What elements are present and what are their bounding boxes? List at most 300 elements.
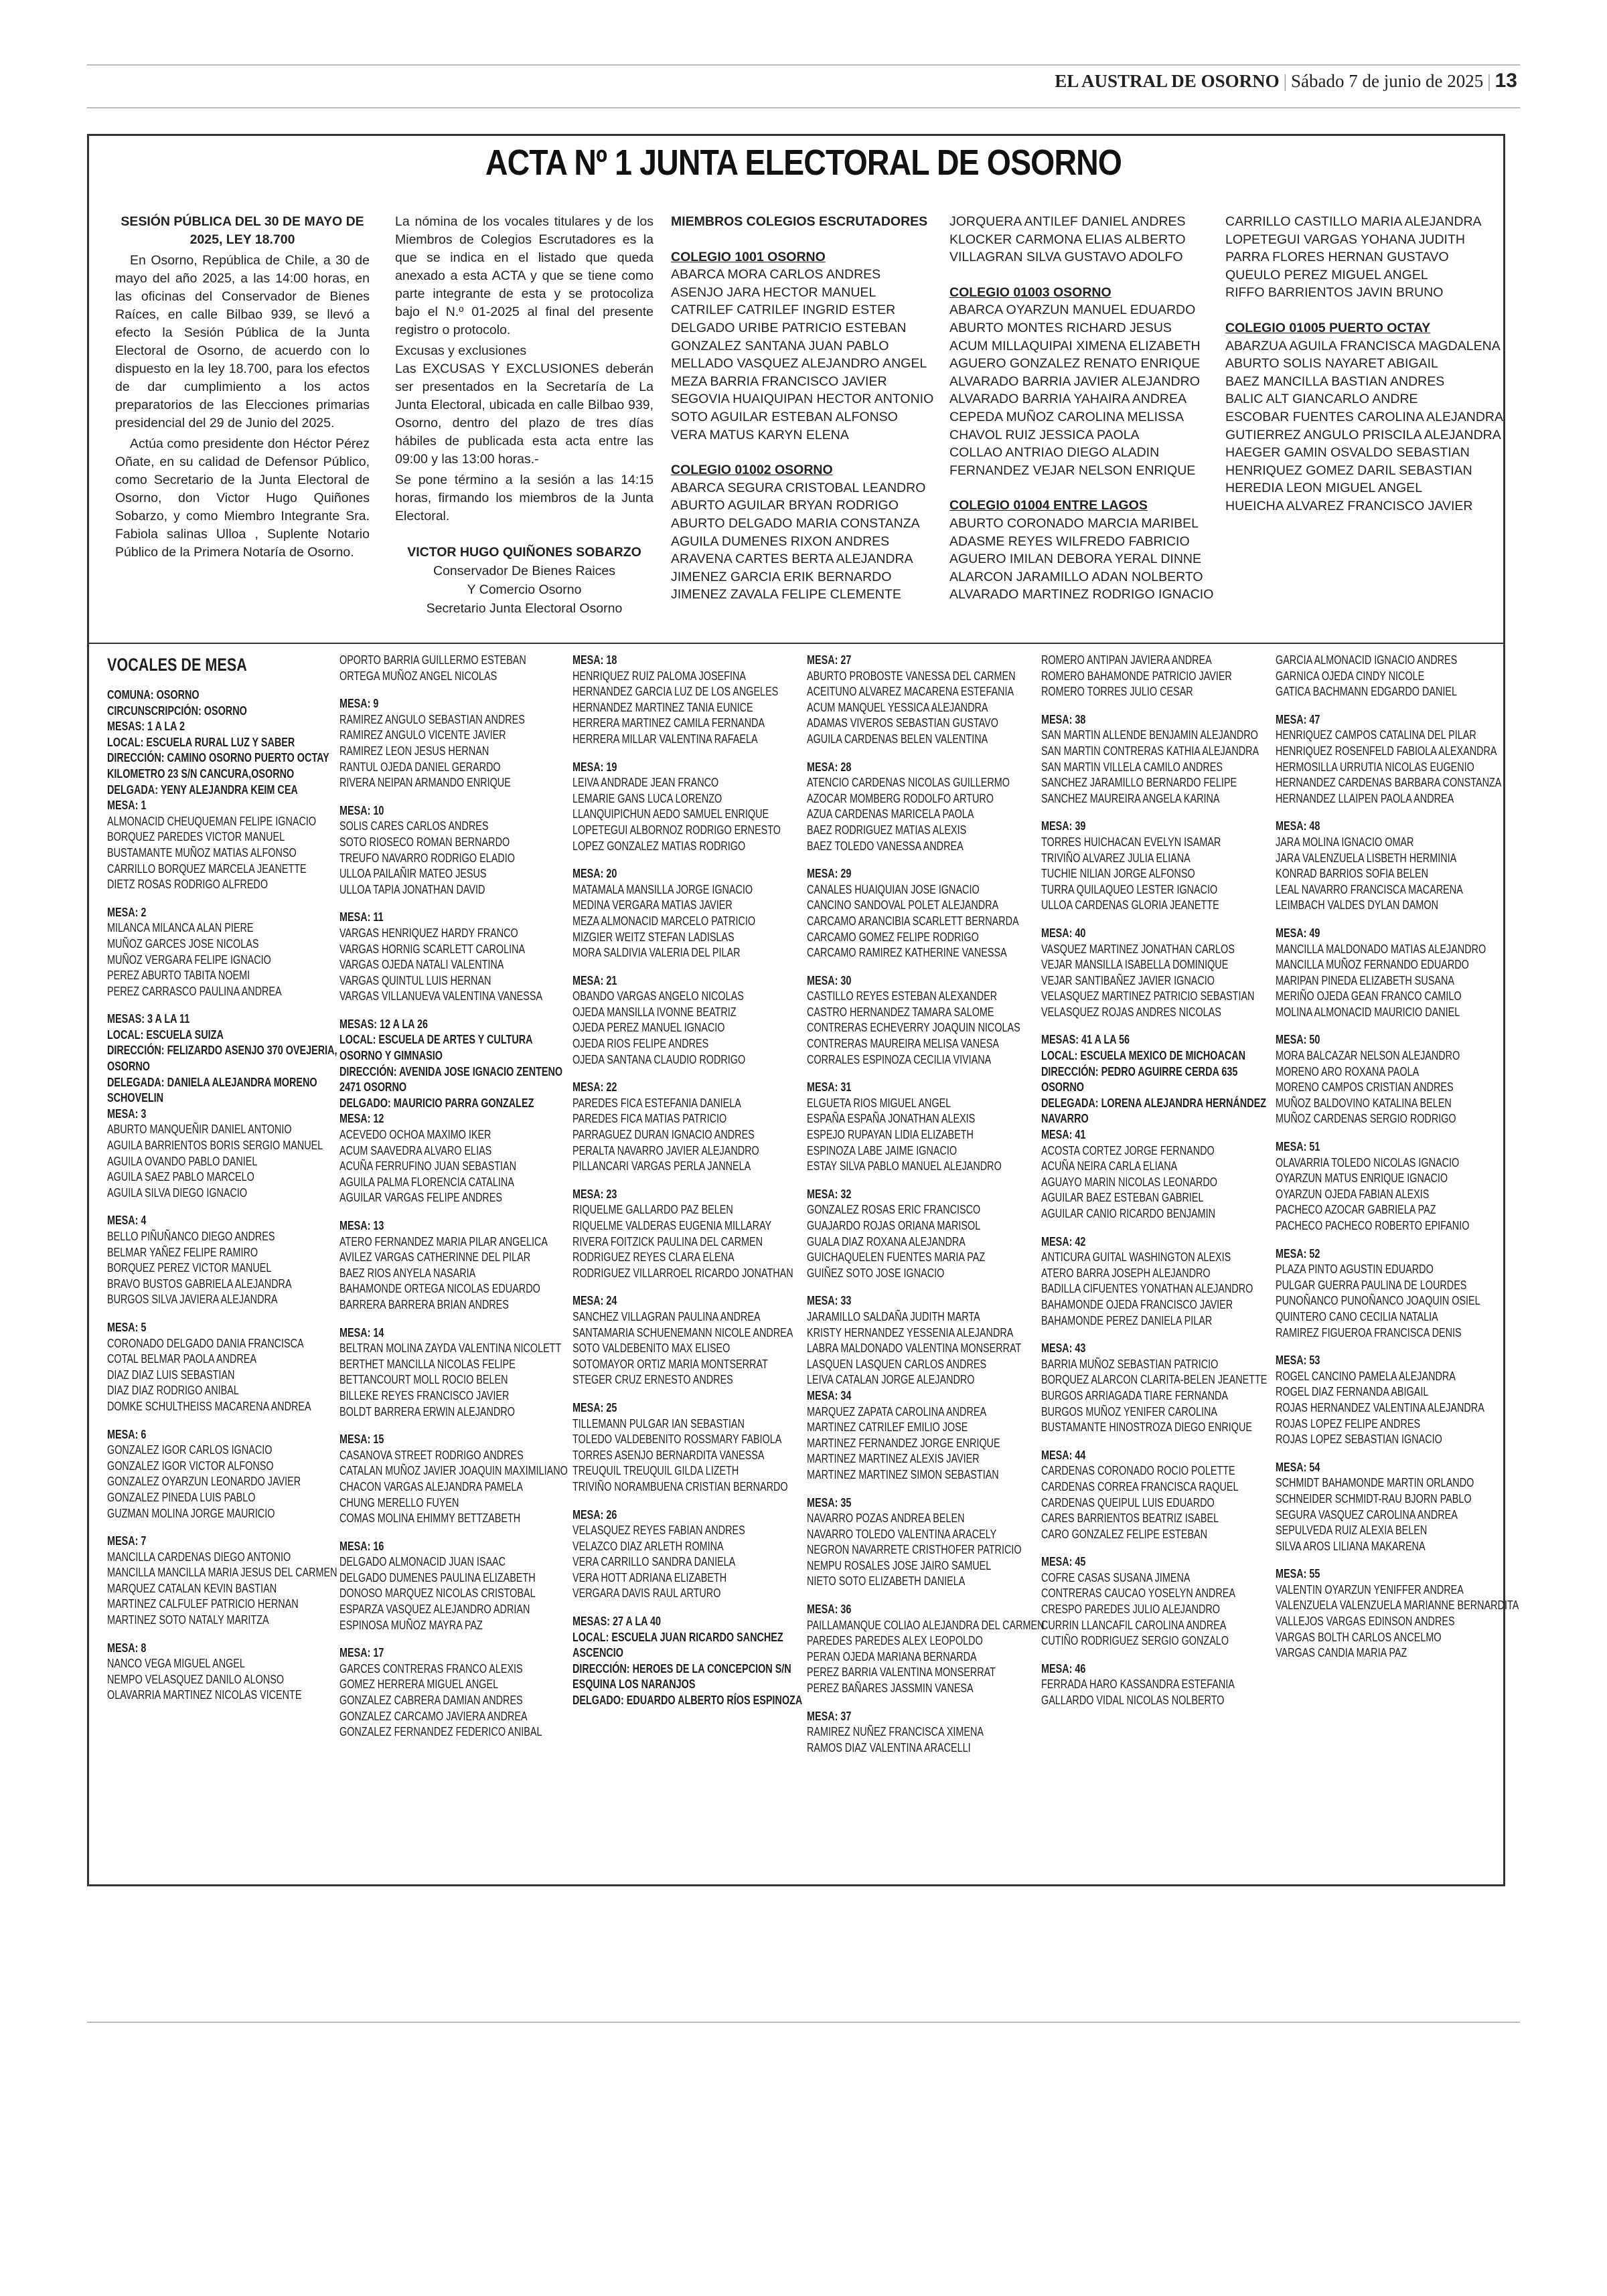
name-line: PEREZ CARRASCO PAULINA ANDREA — [107, 984, 282, 998]
name-line: ANTICURA GUITAL WASHINGTON ALEXIS — [1041, 1250, 1231, 1264]
vocales-column-2 — [339, 653, 568, 1740]
sesion-paragraph: Las EXCUSAS Y EXCLUSIONES deberán ser presentados en la Secretaría de La Junta Electoral, ubicada en calle Bilbao 939, Osorno, dentro del plazo de tres días hábiles de publicada esta acta entre las 09:00 y las 13:00 horas.- — [395, 361, 654, 467]
name-line: ABARCA SEGURA CRISTOBAL LEANDRO — [671, 480, 926, 495]
mesa-heading: MESA: 36 — [807, 1603, 852, 1617]
name-line: HAEGER GAMIN OSVALDO SEBASTIAN — [1225, 445, 1470, 461]
name-line: GONZALEZ CARCAMO JAVIERA ANDREA — [339, 1709, 528, 1723]
name-line: ROJAS HERNANDEZ VALENTINA ALEJANDRA — [1276, 1400, 1484, 1414]
name-line: RIQUELME GALLARDO PAZ BELEN — [572, 1203, 733, 1217]
info-line: MESA: 34 — [807, 1388, 852, 1402]
name-line: CHUNG MERELLO FUYEN — [339, 1495, 459, 1509]
spacer — [949, 266, 1217, 284]
name-line: PAREDES PAREDES ALEX LEOPOLDO — [807, 1634, 983, 1648]
name-line: MORA BALCAZAR NELSON ALEJANDRO — [1276, 1049, 1460, 1063]
vocales-column-3 — [572, 653, 803, 1709]
name-line: BELLO PIÑUÑANCO DIEGO ANDRES — [107, 1230, 275, 1243]
name-line: CARCAMO RAMIREZ KATHERINE VANESSA — [807, 946, 1007, 960]
info-line: DIRECCIÓN: HEROES DE LA CONCEPCION S/N ESQUINA LOS NARANJOS — [572, 1661, 791, 1692]
name-line: SCHNEIDER SCHMIDT-RAU BJORN PABLO — [1276, 1491, 1472, 1505]
mesa-heading: MESA: 6 — [107, 1427, 147, 1441]
colegio-heading: COLEGIO 01004 ENTRE LAGOS — [949, 498, 1148, 513]
name-line: DELGADO ALMONACID JUAN ISAAC — [339, 1555, 506, 1569]
mesa-heading: MESA: 43 — [1041, 1341, 1086, 1356]
name-line: BARRIA MUÑOZ SEBASTIAN PATRICIO — [1041, 1357, 1219, 1371]
name-line: ESPAÑA ESPAÑA JONATHAN ALEXIS — [807, 1112, 976, 1126]
mesa-heading: MESAS: 41 A LA 56 — [1041, 1033, 1130, 1047]
name-line: QUINTERO CANO CECILIA NATALIA — [1276, 1309, 1438, 1323]
info-line: LOCAL: ESCUELA SUIZA — [107, 1028, 224, 1042]
name-line: CASTRO HERNANDEZ TAMARA SALOME — [807, 1005, 994, 1019]
mesa-heading: MESA: 45 — [1041, 1555, 1086, 1569]
name-line: BALIC ALT GIANCARLO ANDRE — [1225, 392, 1418, 407]
name-line: VILLAGRAN SILVA GUSTAVO ADOLFO — [949, 250, 1183, 265]
name-line: AZUA CARDENAS MARICELA PAOLA — [807, 807, 974, 821]
name-line: CASTILLO REYES ESTEBAN ALEXANDER — [807, 989, 998, 1003]
top-rule — [87, 64, 1520, 66]
name-line: ABURTO MONTES RICHARD JESUS — [949, 320, 1172, 335]
name-line: ACUM MILLAQUIPAI XIMENA ELIZABETH — [949, 338, 1201, 353]
name-line: HENRIQUEZ GOMEZ DARIL SEBASTIAN — [1225, 463, 1472, 478]
name-line: CONTRERAS CAUCAO YOSELYN ANDREA — [1041, 1586, 1235, 1601]
info-line: MESA: 12 — [339, 1112, 384, 1126]
name-line: NEMPU ROSALES JOSE JAIRO SAMUEL — [807, 1558, 992, 1572]
name-line: MARTINEZ CALFULEF PATRICIO HERNAN — [107, 1597, 299, 1611]
vocales-column-4 — [807, 653, 1045, 1756]
name-line: ABARCA MORA CARLOS ANDRES — [671, 267, 881, 282]
name-line: ACEITUNO ALVAREZ MACARENA ESTEFANIA — [807, 685, 1014, 699]
name-line: CURRIN LLANCAFIL CAROLINA ANDREA — [1041, 1618, 1227, 1632]
name-line: NEMPO VELASQUEZ DANILO ALONSO — [107, 1672, 285, 1686]
name-line: HENRIQUEZ ROSENFELD FABIOLA ALEXANDRA — [1276, 744, 1497, 758]
name-line: OJEDA MANSILLA IVONNE BEATRIZ — [572, 1005, 737, 1019]
name-line: ADAMAS VIVEROS SEBASTIAN GUSTAVO — [807, 716, 998, 730]
spacer — [1225, 302, 1493, 319]
mesa-heading: MESA: 32 — [807, 1187, 852, 1201]
name-line: ULLOA CARDENAS GLORIA JEANETTE — [1041, 898, 1219, 912]
name-line: MARTINEZ MARTINEZ SIMON SEBASTIAN — [807, 1467, 999, 1481]
sesion-paragraph: Se pone término a la sesión a las 14:15 horas, firmando los miembros de la Junta Electoral. — [395, 473, 654, 523]
acta-title: ACTA Nº 1 JUNTA ELECTORAL DE OSORNO — [485, 143, 1122, 183]
section-title: VOCALES DE MESA — [107, 655, 247, 675]
info-line: LOCAL: ESCUELA RURAL LUZ Y SABER — [107, 735, 295, 749]
name-line: MANCILLA MALDONADO MATIAS ALEJANDRO — [1276, 942, 1486, 956]
name-line: PEREZ ABURTO TABITA NOEMI — [107, 969, 250, 983]
name-line: MARTINEZ MARTINEZ ALEXIS JAVIER — [807, 1452, 980, 1466]
name-line: ABARCA OYARZUN MANUEL EDUARDO — [949, 303, 1196, 318]
name-line: PLAZA PINTO AGUSTIN EDUARDO — [1276, 1262, 1434, 1277]
sesion-paragraph: La nómina de los vocales titulares y de los Miembros de Colegios Escrutadores es la que se indica en el listado que queda anexado a esta ACTA y que se tiene como parte integrante de esta y se protocoliza bajo el N.º 01-2025 al final del presente registro o protocolo. — [395, 214, 654, 337]
name-line: TILLEMANN PULGAR IAN SEBASTIAN — [572, 1416, 745, 1430]
name-line: ROGEL DIAZ FERNANDA ABIGAIL — [1276, 1385, 1429, 1399]
name-line: MANCILLA MANCILLA MARIA JESUS DEL CARMEN — [107, 1566, 337, 1580]
name-line: RAMIREZ ANGULO SEBASTIAN ANDRES — [339, 712, 525, 726]
name-line: ESPEJO RUPAYAN LIDIA ELIZABETH — [807, 1128, 974, 1142]
name-line: VASQUEZ MARTINEZ JONATHAN CARLOS — [1041, 942, 1235, 956]
name-line: ELGUETA RIOS MIGUEL ANGEL — [807, 1096, 951, 1110]
mesa-heading: MESA: 13 — [339, 1219, 384, 1232]
name-line: ROJAS LOPEZ FELIPE ANDRES — [1276, 1416, 1421, 1430]
mesa-heading: MESA: 24 — [572, 1294, 617, 1308]
name-line: ASENJO JARA HECTOR MANUEL — [671, 284, 876, 300]
name-line: ALVARADO BARRIA YAHAIRA ANDREA — [949, 392, 1187, 407]
name-line: MARTINEZ CATRILEF EMILIO JOSE — [807, 1420, 968, 1434]
page-header: EL AUSTRAL DE OSORNO | Sábado 7 de junio de 2025 | 13 — [1055, 70, 1517, 92]
mesa-heading: MESA: 30 — [807, 973, 852, 987]
colegio-heading: COLEGIO 1001 OSORNO — [671, 249, 826, 264]
vocales-column-6 — [1276, 653, 1519, 1661]
info-line: LOCAL: ESCUELA JUAN RICARDO SANCHEZ ASCENCIO — [572, 1630, 783, 1660]
spacer — [671, 444, 939, 461]
name-line: VARGAS HENRIQUEZ HARDY FRANCO — [339, 926, 518, 940]
name-line: AGUILAR BAEZ ESTEBAN GABRIEL — [1041, 1191, 1204, 1205]
name-line: ROMERO TORRES JULIO CESAR — [1041, 685, 1193, 699]
mesa-heading: MESA: 8 — [107, 1641, 147, 1655]
name-line: ACEVEDO OCHOA MAXIMO IKER — [339, 1128, 491, 1142]
page-number: 13 — [1495, 70, 1517, 92]
mesa-heading: MESA: 23 — [572, 1187, 617, 1201]
name-line: BARRERA BARRERA BRIAN ANDRES — [339, 1297, 509, 1311]
name-line: LOPETEGUI ALBORNOZ RODRIGO ERNESTO — [572, 823, 781, 837]
name-line: DOMKE SCHULTHEISS MACARENA ANDREA — [107, 1399, 311, 1413]
name-line: VELAZCO DIAZ ARLETH ROMINA — [572, 1539, 724, 1553]
name-line: TOLEDO VALDEBENITO ROSSMARY FABIOLA — [572, 1432, 782, 1447]
name-line: JARAMILLO SALDAÑA JUDITH MARTA — [807, 1309, 980, 1323]
name-line: NANCO VEGA MIGUEL ANGEL — [107, 1657, 245, 1671]
bottom-rule — [87, 2022, 1520, 2023]
name-line: VERA CARRILLO SANDRA DANIELA — [572, 1555, 736, 1569]
name-line: BAEZ TOLEDO VANESSA ANDREA — [807, 839, 964, 853]
name-line: ACUÑA NEIRA CARLA ELIANA — [1041, 1159, 1178, 1173]
name-line: OLAVARRIA TOLEDO NICOLAS IGNACIO — [1276, 1155, 1460, 1169]
name-line: HERNANDEZ LLAIPEN PAOLA ANDREA — [1276, 791, 1454, 805]
name-line: MILANCA MILANCA ALAN PIERE — [107, 921, 254, 935]
name-line: GARCIA ALMONACID IGNACIO ANDRES — [1276, 653, 1458, 667]
name-line: ULLOA TAPIA JONATHAN DAVID — [339, 882, 485, 896]
name-line: DIETZ ROSAS RODRIGO ALFREDO — [107, 878, 269, 892]
name-line: ROMERO ANTIPAN JAVIERA ANDREA — [1041, 653, 1212, 667]
mesa-heading: MESA: 19 — [572, 760, 617, 774]
name-line: CARCAMO GOMEZ FELIPE RODRIGO — [807, 930, 979, 944]
name-line: CARO GONZALEZ FELIPE ESTEBAN — [1041, 1527, 1208, 1541]
name-line: SOTO RIOSECO ROMAN BERNARDO — [339, 835, 510, 849]
name-line: ALMONACID CHEUQUEMAN FELIPE IGNACIO — [107, 814, 317, 828]
name-line: MARIPAN PINEDA ELIZABETH SUSANA — [1276, 973, 1454, 987]
name-line: BRAVO BUSTOS GABRIELA ALEJANDRA — [107, 1277, 292, 1291]
name-line: ESCOBAR FUENTES CAROLINA ALEJANDRA — [1225, 409, 1504, 424]
name-line: SEGOVIA HUAIQUIPAN HECTOR ANTONIO — [671, 392, 934, 407]
mesa-heading: MESA: 16 — [339, 1539, 384, 1553]
name-line: FERNANDEZ VEJAR NELSON ENRIQUE — [949, 463, 1196, 478]
name-line: LLANQUIPICHUN AEDO SAMUEL ENRIQUE — [572, 807, 769, 821]
name-line: CARCAMO ARANCIBIA SCARLETT BERNARDA — [807, 914, 1019, 928]
signer-title: Secretario Junta Electoral Osorno — [426, 601, 623, 616]
name-line: NAVARRO TOLEDO VALENTINA ARACELY — [807, 1527, 997, 1541]
list-heading: MIEMBROS COLEGIOS ESCRUTADORES — [671, 214, 928, 229]
name-line: TORRES ASENJO BERNARDITA VANESSA — [572, 1448, 765, 1462]
name-line: BAHAMONDE PEREZ DANIELA PILAR — [1041, 1313, 1213, 1327]
name-line: BURGOS ARRIAGADA TIARE FERNANDA — [1041, 1388, 1228, 1402]
name-line: PULGAR GUERRA PAULINA DE LOURDES — [1276, 1278, 1467, 1292]
mesa-heading: MESAS: 12 A LA 26 — [339, 1017, 429, 1031]
name-line: BOLDT BARRERA ERWIN ALEJANDRO — [339, 1404, 515, 1418]
name-line: PILLANCARI VARGAS PERLA JANNELA — [572, 1159, 751, 1173]
signature-block — [395, 543, 654, 618]
name-line: CONTRERAS MAUREIRA MELISA VANESA — [807, 1037, 1000, 1051]
name-line: SAN MARTIN VILLELA CAMILO ANDRES — [1041, 760, 1223, 774]
name-line: BELMAR YAÑEZ FELIPE RAMIRO — [107, 1245, 258, 1259]
mesa-heading: MESA: 37 — [807, 1709, 852, 1723]
name-line: MIZGIER WEITZ STEFAN LADISLAS — [572, 930, 735, 944]
name-line: SOTO AGUILAR ESTEBAN ALFONSO — [671, 409, 898, 424]
spacer — [671, 231, 939, 248]
name-line: TUCHIE NILIAN JORGE ALFONSO — [1041, 867, 1195, 881]
mesa-heading: MESA: 54 — [1276, 1460, 1320, 1474]
colegios-column-2 — [949, 213, 1217, 604]
name-line: MUÑOZ VERGARA FELIPE IGNACIO — [107, 953, 271, 967]
name-line: LEIVA CATALAN JORGE ALEJANDRO — [807, 1373, 975, 1387]
name-line: JIMENEZ GARCIA ERIK BERNARDO — [671, 569, 892, 584]
name-line: ATERO FERNANDEZ MARIA PILAR ANGELICA — [339, 1234, 548, 1248]
newspaper-name: EL AUSTRAL DE OSORNO — [1055, 71, 1280, 91]
name-line: RODRIGUEZ VILLARROEL RICARDO JONATHAN — [572, 1266, 793, 1280]
name-line: VELASQUEZ MARTINEZ PATRICIO SEBASTIAN — [1041, 989, 1255, 1003]
info-line: MESA: 27 — [807, 653, 852, 667]
name-line: BELTRAN MOLINA ZAYDA VALENTINA NICOLETT — [339, 1341, 562, 1356]
name-line: GALLARDO VIDAL NICOLAS NOLBERTO — [1041, 1694, 1225, 1708]
mesa-heading: MESA: 47 — [1276, 712, 1320, 726]
name-line: HERNANDEZ MARTINEZ TANIA EUNICE — [572, 700, 753, 714]
name-line: PARRAGUEZ DURAN IGNACIO ANDRES — [572, 1128, 755, 1142]
name-line: ABURTO AGUILAR BRYAN RODRIGO — [671, 498, 899, 513]
vocales-column-1 — [107, 653, 337, 1704]
name-line: ACUM MANQUEL YESSICA ALEJANDRA — [807, 700, 988, 714]
name-line: ATENCIO CARDENAS NICOLAS GUILLERMO — [807, 776, 1010, 790]
mesa-heading: MESA: 44 — [1041, 1448, 1086, 1462]
name-line: TURRA QUILAQUEO LESTER IGNACIO — [1041, 882, 1218, 896]
name-line: AGUERO GONZALEZ RENATO ENRIQUE — [949, 356, 1201, 372]
name-line: LEIMBACH VALDES DYLAN DAMON — [1276, 898, 1438, 912]
name-line: FERRADA HARO KASSANDRA ESTEFANIA — [1041, 1677, 1235, 1692]
mesa-heading: MESA: 2 — [107, 905, 147, 919]
name-line: HERRERA MARTINEZ CAMILA FERNANDA — [572, 716, 765, 730]
info-line: MESA: 18 — [572, 653, 617, 667]
name-line: PAREDES FICA ESTEFANIA DANIELA — [572, 1096, 741, 1110]
name-line: CORRALES ESPINOZA CECILIA VIVIANA — [807, 1052, 992, 1066]
sesion-paragraph: Excusas y exclusiones — [395, 343, 527, 358]
mesa-heading: MESA: 31 — [807, 1080, 852, 1094]
name-line: MARTINEZ FERNANDEZ JORGE ENRIQUE — [807, 1436, 1000, 1450]
name-line: MATAMALA MANSILLA JORGE IGNACIO — [572, 882, 753, 896]
name-line: COTAL BELMAR PAOLA ANDREA — [107, 1352, 257, 1366]
name-line: AZOCAR MOMBERG RODOLFO ARTURO — [807, 791, 994, 805]
name-line: ABURTO SOLIS NAYARET ABIGAIL — [1225, 356, 1438, 372]
sesion-column — [115, 213, 370, 564]
name-line: BAHAMONDE OJEDA FRANCISCO JAVIER — [1041, 1297, 1233, 1311]
name-line: AGUILA CARDENAS BELEN VALENTINA — [807, 732, 988, 746]
vocales-column-5 — [1041, 653, 1268, 1709]
name-line: MUÑOZ BALDOVINO KATALINA BELEN — [1276, 1096, 1452, 1110]
name-line: LOPEZ GONZALEZ MATIAS RODRIGO — [572, 839, 746, 853]
mesa-heading: MESAS: 3 A LA 11 — [107, 1012, 190, 1026]
name-line: RAMIREZ ANGULO VICENTE JAVIER — [339, 728, 506, 742]
info-line: DELGADO: MAURICIO PARRA GONZALEZ — [339, 1096, 534, 1110]
name-line: ALARCON JARAMILLO ADAN NOLBERTO — [949, 569, 1203, 584]
name-line: VELASQUEZ ROJAS ANDRES NICOLAS — [1041, 1005, 1221, 1019]
name-line: HENRIQUEZ RUIZ PALOMA JOSEFINA — [572, 669, 746, 683]
name-line: RAMIREZ FIGUEROA FRANCISCA DENIS — [1276, 1325, 1462, 1339]
name-line: GATICA BACHMANN EDGARDO DANIEL — [1276, 685, 1457, 699]
mesa-heading: MESA: 48 — [1276, 819, 1320, 833]
name-line: VARGAS BOLTH CARLOS ANCELMO — [1276, 1630, 1442, 1644]
mesa-heading: MESA: 26 — [572, 1507, 617, 1522]
name-line: PACHECO AZOCAR GABRIELA PAZ — [1276, 1203, 1436, 1217]
name-line: ATERO BARRA JOSEPH ALEJANDRO — [1041, 1266, 1211, 1280]
name-line: GONZALEZ IGOR CARLOS IGNACIO — [107, 1443, 273, 1457]
header-rule — [87, 107, 1520, 108]
name-line: GONZALEZ OYARZUN LEONARDO JAVIER — [107, 1475, 301, 1489]
name-line: CARDENAS CORONADO ROCIO POLETTE — [1041, 1464, 1235, 1478]
name-line: DONOSO MARQUEZ NICOLAS CRISTOBAL — [339, 1586, 536, 1601]
mesa-heading: MESA: 21 — [572, 973, 617, 987]
name-line: COMAS MOLINA EHIMMY BETTZABETH — [339, 1511, 521, 1526]
name-line: PUNOÑANCO PUNOÑANCO JOAQUIN OSIEL — [1276, 1294, 1480, 1308]
info-line: DIRECCIÓN: AVENIDA JOSE IGNACIO ZENTENO 2471 OSORNO — [339, 1064, 563, 1094]
mesa-heading: MESA: 51 — [1276, 1140, 1320, 1154]
mesa-heading: MESA: 40 — [1041, 926, 1086, 940]
spacer — [107, 677, 297, 687]
name-line: PACHECO PACHECO ROBERTO EPIFANIO — [1276, 1219, 1470, 1232]
name-line: SANCHEZ VILLAGRAN PAULINA ANDREA — [572, 1309, 761, 1323]
name-line: SEPULVEDA RUIZ ALEXIA BELEN — [1276, 1524, 1428, 1538]
name-line: OBANDO VARGAS ANGELO NICOLAS — [572, 989, 744, 1003]
name-line: GONZALEZ PINEDA LUIS PABLO — [107, 1490, 256, 1504]
spacer — [949, 479, 1217, 497]
info-line: DIRECCIÓN: PEDRO AGUIRRE CERDA 635 OSORNO — [1041, 1064, 1238, 1094]
name-line: CARRILLO CASTILLO MARIA ALEJANDRA — [1225, 214, 1482, 229]
name-line: ALVARADO BARRIA JAVIER ALEJANDRO — [949, 374, 1200, 389]
name-line: ACUÑA FERRUFINO JUAN SEBASTIAN — [339, 1159, 517, 1173]
name-line: MOLINA ALMONACID MAURICIO DANIEL — [1276, 1005, 1460, 1019]
name-line: ARAVENA CARTES BERTA ALEJANDRA — [671, 552, 913, 567]
info-line: LOCAL: ESCUELA DE ARTES Y CULTURA OSORNO Y GIMNASIO — [339, 1033, 533, 1063]
name-line: LEMARIE GANS LUCA LORENZO — [572, 791, 722, 805]
name-line: CANCINO SANDOVAL POLET ALEJANDRA — [807, 898, 999, 912]
info-line: DIRECCIÓN: CAMINO OSORNO PUERTO OCTAY KILOMETRO 23 S/N CANCURA,OSORNO — [107, 751, 329, 781]
name-line: GUAJARDO ROJAS ORIANA MARISOL — [807, 1219, 981, 1232]
name-line: TREUFO NAVARRO RODRIGO ELADIO — [339, 851, 515, 865]
name-line: KRISTY HERNANDEZ YESSENIA ALEJANDRA — [807, 1325, 1014, 1339]
name-line: OYARZUN OJEDA FABIAN ALEXIS — [1276, 1187, 1430, 1201]
name-line: HERNANDEZ GARCIA LUZ DE LOS ANGELES — [572, 685, 779, 699]
name-line: KLOCKER CARMONA ELIAS ALBERTO — [949, 232, 1186, 247]
name-line: GONZALEZ FERNANDEZ FEDERICO ANIBAL — [339, 1725, 542, 1739]
name-line: ULLOA PAILAÑIR MATEO JESUS — [339, 867, 487, 881]
name-line: GUALA DIAZ ROXANA ALEJANDRA — [807, 1234, 966, 1248]
name-line: SANCHEZ MAUREIRA ANGELA KARINA — [1041, 791, 1220, 805]
name-line: BETTANCOURT MOLL ROCIO BELEN — [339, 1373, 508, 1387]
name-line: JIMENEZ ZAVALA FELIPE CLEMENTE — [671, 587, 901, 602]
sesion-paragraph: En Osorno, República de Chile, a 30 de mayo del año 2025, a las 14:00 horas, en las oficinas del Conservador de Bienes Raíces, en calle Bilbao 939, se llevó a efecto la Sesión Pública de la Junta Electoral de Osorno, de acuerdo con lo dispuesto en la ley 18.700, para los efectos de dar cumplimiento a los actos preparatorios de las Elecciones primarias presidencial del 29 de Junio del 2025. — [115, 253, 370, 430]
info-line: DELEGADA: DANIELA ALEJANDRA MORENO SCHOVELIN — [107, 1075, 317, 1105]
mesa-heading: MESA: 11 — [339, 910, 384, 924]
name-line: DIAZ DIAZ RODRIGO ANIBAL — [107, 1384, 239, 1398]
colegio-heading: COLEGIO 01003 OSORNO — [949, 284, 1112, 300]
name-line: QUEULO PEREZ MIGUEL ANGEL — [1225, 267, 1428, 282]
signer-title: Y Comercio Osorno — [467, 582, 582, 597]
name-line: BAHAMONDE ORTEGA NICOLAS EDUARDO — [339, 1282, 540, 1296]
name-line: STEGER CRUZ ERNESTO ANDRES — [572, 1373, 733, 1387]
name-line: TORRES HUICHACAN EVELYN ISAMAR — [1041, 835, 1221, 849]
name-line: KONRAD BARRIOS SOFIA BELEN — [1276, 867, 1429, 881]
name-line: AGUILA BARRIENTOS BORIS SERGIO MANUEL — [107, 1139, 323, 1153]
name-line: VELASQUEZ REYES FABIAN ANDRES — [572, 1524, 745, 1538]
colegio-heading: COLEGIO 01002 OSORNO — [671, 463, 833, 478]
mesa-heading: MESA: 33 — [807, 1294, 852, 1308]
name-line: MUÑOZ GARCES JOSE NICOLAS — [107, 936, 259, 951]
name-line: HUEICHA ALVAREZ FRANCISCO JAVIER — [1225, 498, 1473, 513]
mesa-heading: MESA: 39 — [1041, 819, 1086, 833]
name-line: RODRIGUEZ REYES CLARA ELENA — [572, 1250, 735, 1264]
name-line: ESTAY SILVA PABLO MANUEL ALEJANDRO — [807, 1159, 1002, 1173]
name-line: GONZALEZ IGOR VICTOR ALFONSO — [107, 1459, 274, 1473]
name-line: SCHMIDT BAHAMONDE MARTIN ORLANDO — [1276, 1476, 1474, 1490]
name-line: OPORTO BARRIA GUILLERMO ESTEBAN — [339, 653, 526, 667]
mesa-heading: MESA: 28 — [807, 760, 852, 774]
name-line: SOLIS CARES CARLOS ANDRES — [339, 819, 489, 833]
name-line: VERA HOTT ADRIANA ELIZABETH — [572, 1570, 727, 1584]
name-line: MEZA BARRIA FRANCISCO JAVIER — [671, 374, 887, 389]
name-line: NIETO SOTO ELIZABETH DANIELA — [807, 1574, 966, 1588]
name-line: NAVARRO POZAS ANDREA BELEN — [807, 1511, 965, 1526]
mesa-heading: MESA: 17 — [339, 1646, 384, 1660]
name-line: GUZMAN MOLINA JORGE MAURICIO — [107, 1506, 275, 1520]
info-line: MESA: 1 — [107, 799, 147, 813]
name-line: AGUILA SAEZ PABLO MARCELO — [107, 1170, 254, 1184]
name-line: CATALAN MUÑOZ JAVIER JOAQUIN MAXIMILIANO — [339, 1464, 568, 1478]
name-line: LEAL NAVARRO FRANCISCA MACARENA — [1276, 882, 1463, 896]
mesa-heading: MESA: 52 — [1276, 1246, 1320, 1260]
name-line: ORTEGA MUÑOZ ANGEL NICOLAS — [339, 669, 498, 683]
info-line: DELGADA: YENY ALEJANDRA KEIM CEA — [107, 783, 298, 797]
info-line: DIRECCIÓN: FELIZARDO ASENJO 370 OVEJERIA, OSORNO — [107, 1044, 337, 1074]
name-line: SAN MARTIN ALLENDE BENJAMIN ALEJANDRO — [1041, 728, 1258, 742]
name-line: AVILEZ VARGAS CATHERINNE DEL PILAR — [339, 1250, 531, 1264]
name-line: JARA VALENZUELA LISBETH HERMINIA — [1276, 851, 1457, 865]
name-line: ADASME REYES WILFREDO FABRICIO — [949, 534, 1190, 549]
name-line: AGUILA DUMENES RIXON ANDRES — [671, 534, 890, 549]
name-line: BUSTAMANTE HINOSTROZA DIEGO ENRIQUE — [1041, 1420, 1252, 1434]
name-line: BAEZ RODRIGUEZ MATIAS ALEXIS — [807, 823, 967, 837]
name-line: JARA MOLINA IGNACIO OMAR — [1276, 835, 1414, 849]
mesa-heading: MESA: 29 — [807, 867, 852, 881]
name-line: DELGADO DUMENES PAULINA ELIZABETH — [339, 1570, 536, 1584]
name-line: CARDENAS QUEIPUL LUIS EDUARDO — [1041, 1495, 1215, 1509]
mesa-heading: MESA: 9 — [339, 697, 379, 711]
name-line: BUSTAMANTE MUÑOZ MATIAS ALFONSO — [107, 845, 297, 859]
name-line: AGUERO IMILAN DEBORA YERAL DINNE — [949, 552, 1202, 567]
name-line: CUTIÑO RODRIGUEZ SERGIO GONZALO — [1041, 1634, 1229, 1648]
name-line: GONZALEZ ROSAS ERIC FRANCISCO — [807, 1203, 981, 1217]
name-line: SILVA AROS LILIANA MAKARENA — [1276, 1539, 1426, 1553]
name-line: LASQUEN LASQUEN CARLOS ANDRES — [807, 1357, 987, 1371]
info-line: MESA: 3 — [107, 1106, 147, 1121]
name-line: BADILLA CIFUENTES YONATHAN ALEJANDRO — [1041, 1282, 1253, 1296]
name-line: VALENTIN OYARZUN YENIFFER ANDREA — [1276, 1582, 1464, 1596]
mesa-heading: MESA: 55 — [1276, 1567, 1320, 1581]
name-line: RIVERA FOITZICK PAULINA DEL CARMEN — [572, 1234, 763, 1248]
name-line: PARRA FLORES HERNAN GUSTAVO — [1225, 250, 1449, 265]
name-line: PEREZ BAÑARES JASSMIN VANESA — [807, 1682, 974, 1696]
